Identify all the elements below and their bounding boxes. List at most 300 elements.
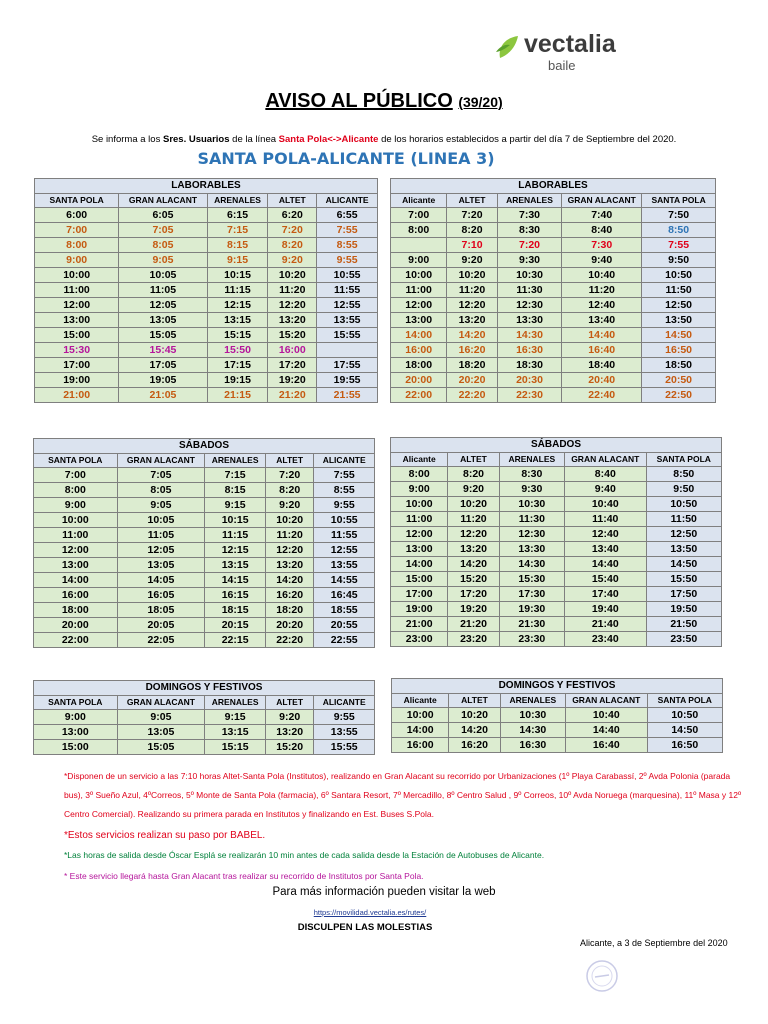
time-cell: 14:50 — [647, 723, 722, 738]
stamp-seal — [584, 958, 620, 994]
time-cell: 16:30 — [497, 343, 562, 358]
column-header-santa-pola: SANTA POLA — [35, 194, 119, 208]
table-sabados-return — [390, 437, 722, 647]
time-cell: 19:55 — [317, 373, 378, 388]
time-cell: 7:15 — [207, 223, 268, 238]
time-cell: 15:30 — [499, 572, 564, 587]
table-row — [391, 557, 722, 572]
time-cell: 15:00 — [391, 572, 448, 587]
time-cell: 8:00 — [35, 238, 119, 253]
time-cell: 13:55 — [317, 313, 378, 328]
title-text: AVISO AL PÚBLICO — [265, 90, 453, 112]
time-cell: 20:50 — [642, 373, 716, 388]
time-cell: 9:30 — [499, 482, 564, 497]
time-cell: 8:05 — [119, 238, 207, 253]
table-row — [391, 632, 722, 647]
time-cell: 7:40 — [562, 208, 642, 223]
time-cell: 21:20 — [448, 617, 499, 632]
time-cell: 19:50 — [646, 602, 721, 617]
time-cell: 19:40 — [565, 602, 646, 617]
column-header-alicante: Alicante — [392, 694, 449, 708]
time-cell: 12:30 — [499, 527, 564, 542]
time-cell: 16:45 — [314, 588, 375, 603]
time-cell: 9:55 — [317, 253, 378, 268]
table-row — [391, 542, 722, 557]
time-cell: 11:20 — [265, 528, 313, 543]
time-cell: 21:40 — [565, 617, 646, 632]
time-cell: 12:00 — [391, 527, 448, 542]
time-cell: 11:20 — [562, 283, 642, 298]
column-header-alicante: Alicante — [391, 453, 448, 467]
time-cell: 11:15 — [205, 528, 266, 543]
time-cell: 13:20 — [265, 725, 313, 740]
table-row — [391, 467, 722, 482]
table-row — [34, 468, 375, 483]
time-cell: 9:15 — [207, 253, 268, 268]
table-row — [35, 343, 378, 358]
time-cell: 9:00 — [35, 253, 119, 268]
time-cell: 10:50 — [642, 268, 716, 283]
column-header-alicante: ALICANTE — [314, 454, 375, 468]
website-link[interactable]: https://movilidad.vectalia.es/rutes/ — [313, 908, 427, 917]
apology-text: DISCULPEN LAS MOLESTIAS — [297, 922, 433, 933]
time-cell: 10:30 — [499, 497, 564, 512]
table-laborables-return — [390, 178, 716, 403]
time-cell: 10:40 — [565, 497, 646, 512]
time-cell: 15:20 — [448, 572, 499, 587]
column-header-arenales: ARENALES — [205, 696, 266, 710]
table-row — [392, 708, 723, 723]
table-row — [34, 573, 375, 588]
time-cell: 23:20 — [448, 632, 499, 647]
intro-mid: de la línea — [229, 134, 279, 145]
time-cell: 7:30 — [497, 208, 562, 223]
time-cell: 14:00 — [391, 328, 447, 343]
time-cell: 9:05 — [117, 498, 205, 513]
table-row — [391, 223, 716, 238]
time-cell: 18:20 — [447, 358, 497, 373]
time-cell: 13:55 — [314, 558, 375, 573]
table-row — [391, 358, 716, 373]
table-title: SÁBADOS — [34, 439, 375, 454]
time-cell: 14:20 — [449, 723, 500, 738]
time-cell: 21:15 — [207, 388, 268, 403]
time-cell: 10:30 — [500, 708, 565, 723]
time-cell: 9:55 — [314, 710, 375, 725]
time-cell: 10:20 — [449, 708, 500, 723]
table-row — [35, 313, 378, 328]
time-cell: 21:00 — [391, 617, 448, 632]
time-cell: 11:00 — [34, 528, 118, 543]
time-cell: 13:05 — [117, 725, 205, 740]
page-title — [0, 90, 768, 113]
note-oscar-espla: *Las horas de salida desde Óscar Esplá se realizarán 10 min antes de cada salida desde la Estación de Autobuses de Alicante. — [64, 850, 545, 860]
time-cell: 12:05 — [119, 298, 207, 313]
time-cell: 8:40 — [562, 223, 642, 238]
time-cell: 11:20 — [447, 283, 497, 298]
time-cell: 23:40 — [565, 632, 646, 647]
table-sabados-outbound — [33, 438, 375, 648]
time-cell: 11:55 — [314, 528, 375, 543]
time-cell: 15:00 — [35, 328, 119, 343]
table-row — [34, 558, 375, 573]
table-row — [391, 587, 722, 602]
time-cell: 13:50 — [642, 313, 716, 328]
intro-text — [0, 134, 768, 145]
time-cell: 20:00 — [391, 373, 447, 388]
time-cell: 10:50 — [646, 497, 721, 512]
time-cell: 6:15 — [207, 208, 268, 223]
column-header-santa-pola: SANTA POLA — [34, 454, 118, 468]
table-row — [35, 388, 378, 403]
time-cell: 14:00 — [392, 723, 449, 738]
time-cell: 20:30 — [497, 373, 562, 388]
note-gran-alacant: * Este servicio llegará hasta Gran Alacant tras realizar su recorrido de Institutos por Santa Pola. — [64, 871, 424, 881]
time-cell: 13:15 — [205, 558, 266, 573]
time-cell: 11:00 — [391, 512, 448, 527]
time-cell: 8:55 — [317, 238, 378, 253]
time-cell: 7:05 — [119, 223, 207, 238]
time-cell: 11:00 — [35, 283, 119, 298]
table-row — [391, 617, 722, 632]
time-cell: 15:05 — [119, 328, 207, 343]
time-cell: 16:00 — [268, 343, 317, 358]
date-text: Alicante, a 3 de Septiembre del 2020 — [580, 938, 728, 948]
table-row — [34, 513, 375, 528]
table-row — [35, 268, 378, 283]
table-row — [392, 723, 723, 738]
time-cell: 22:05 — [117, 633, 205, 648]
time-cell: 22:15 — [205, 633, 266, 648]
time-cell: 7:05 — [117, 468, 205, 483]
time-cell: 12:55 — [314, 543, 375, 558]
title-number: (39/20) — [458, 94, 503, 110]
time-cell: 12:00 — [391, 298, 447, 313]
column-header-altet: ALTET — [447, 194, 497, 208]
time-cell: 12:40 — [562, 298, 642, 313]
time-cell: 8:30 — [499, 467, 564, 482]
time-cell: 13:00 — [34, 725, 118, 740]
table-title: LABORABLES — [391, 179, 716, 194]
column-header-altet: ALTET — [265, 696, 313, 710]
time-cell: 6:20 — [268, 208, 317, 223]
time-cell: 17:15 — [207, 358, 268, 373]
time-cell: 8:00 — [391, 467, 448, 482]
table-row — [391, 388, 716, 403]
time-cell: 13:30 — [499, 542, 564, 557]
time-cell: 7:50 — [642, 208, 716, 223]
time-cell: 11:50 — [642, 283, 716, 298]
time-cell: 14:40 — [562, 328, 642, 343]
table-row — [34, 543, 375, 558]
table-row — [34, 710, 375, 725]
time-cell: 15:50 — [646, 572, 721, 587]
time-cell: 21:50 — [646, 617, 721, 632]
table-row — [35, 208, 378, 223]
time-cell: 22:00 — [34, 633, 118, 648]
time-cell: 22:00 — [391, 388, 447, 403]
time-cell: 17:55 — [317, 358, 378, 373]
time-cell: 18:05 — [117, 603, 205, 618]
time-cell: 20:05 — [117, 618, 205, 633]
time-cell: 17:20 — [448, 587, 499, 602]
time-cell: 16:00 — [391, 343, 447, 358]
intro-bold: Sres. Usuarios — [162, 134, 230, 145]
time-cell: 14:40 — [565, 557, 646, 572]
time-cell: 11:00 — [391, 283, 447, 298]
column-header-gran-alacant: GRAN ALACANT — [566, 694, 647, 708]
time-cell: 19:00 — [391, 602, 448, 617]
time-cell: 8:00 — [34, 483, 118, 498]
time-cell: 13:50 — [646, 542, 721, 557]
time-cell: 20:00 — [34, 618, 118, 633]
column-header-arenales: ARENALES — [500, 694, 565, 708]
time-cell: 21:55 — [317, 388, 378, 403]
time-cell: 11:05 — [119, 283, 207, 298]
table-row — [35, 328, 378, 343]
time-cell: 12:20 — [268, 298, 317, 313]
table-row — [391, 343, 716, 358]
time-cell: 6:00 — [35, 208, 119, 223]
time-cell: 11:20 — [448, 512, 499, 527]
time-cell: 10:40 — [562, 268, 642, 283]
time-cell: 12:15 — [205, 543, 266, 558]
time-cell: 13:40 — [565, 542, 646, 557]
table-row — [35, 223, 378, 238]
time-cell: 9:20 — [448, 482, 499, 497]
table-row — [391, 253, 716, 268]
table-row — [34, 603, 375, 618]
time-cell: 8:50 — [642, 223, 716, 238]
time-cell: 8:00 — [391, 223, 447, 238]
time-cell: 9:15 — [205, 498, 266, 513]
time-cell: 18:20 — [265, 603, 313, 618]
time-cell: 8:20 — [447, 223, 497, 238]
time-cell: 13:15 — [207, 313, 268, 328]
table-row — [34, 528, 375, 543]
table-domingos-outbound — [33, 680, 375, 755]
time-cell: 7:20 — [265, 468, 313, 483]
time-cell: 12:50 — [646, 527, 721, 542]
time-cell: 15:15 — [207, 328, 268, 343]
time-cell: 7:00 — [391, 208, 447, 223]
time-cell: 22:30 — [497, 388, 562, 403]
time-cell: 12:30 — [497, 298, 562, 313]
time-cell: 16:15 — [205, 588, 266, 603]
column-header-gran-alacant: GRAN ALACANT — [565, 453, 646, 467]
time-cell: 15:05 — [117, 740, 205, 755]
time-cell: 10:20 — [265, 513, 313, 528]
time-cell: 14:20 — [447, 328, 497, 343]
time-cell: 22:20 — [447, 388, 497, 403]
table-title: LABORABLES — [35, 179, 378, 194]
table-laborables-outbound — [34, 178, 378, 403]
more-info-text: Para más información pueden visitar la web — [272, 886, 496, 898]
time-cell: 8:20 — [268, 238, 317, 253]
time-cell: 22:50 — [642, 388, 716, 403]
time-cell: 14:50 — [642, 328, 716, 343]
column-header-arenales: ARENALES — [497, 194, 562, 208]
time-cell: 9:20 — [447, 253, 497, 268]
table-row — [35, 238, 378, 253]
table-title: DOMINGOS Y FESTIVOS — [34, 681, 375, 696]
time-cell: 9:20 — [268, 253, 317, 268]
column-header-gran-alacant: GRAN ALACANT — [117, 696, 205, 710]
time-cell: 17:40 — [565, 587, 646, 602]
time-cell — [317, 343, 378, 358]
column-header-santa-pola: SANTA POLA — [642, 194, 716, 208]
time-cell: 7:30 — [562, 238, 642, 253]
time-cell: 8:50 — [646, 467, 721, 482]
time-cell: 19:00 — [35, 373, 119, 388]
time-cell: 8:20 — [448, 467, 499, 482]
time-cell: 10:50 — [647, 708, 722, 723]
time-cell: 15:40 — [565, 572, 646, 587]
time-cell: 14:00 — [34, 573, 118, 588]
vectalia-logo — [494, 28, 624, 74]
time-cell: 8:15 — [207, 238, 268, 253]
table-row — [391, 238, 716, 253]
time-cell: 16:00 — [392, 738, 449, 753]
column-header-gran-alacant: GRAN ALACANT — [562, 194, 642, 208]
table-row — [391, 328, 716, 343]
table-row — [391, 602, 722, 617]
column-header-gran-alacant: GRAN ALACANT — [119, 194, 207, 208]
table-row — [35, 253, 378, 268]
time-cell: 12:05 — [117, 543, 205, 558]
time-cell: 20:20 — [447, 373, 497, 388]
time-cell: 7:00 — [34, 468, 118, 483]
time-cell: 13:05 — [117, 558, 205, 573]
time-cell: 14:00 — [391, 557, 448, 572]
time-cell: 9:30 — [497, 253, 562, 268]
table-domingos-return — [391, 678, 723, 753]
time-cell: 16:20 — [265, 588, 313, 603]
logo-wordmark: vectalia — [524, 30, 616, 58]
note-babel: *Estos servicios realizan su paso por BABEL. — [64, 830, 266, 841]
time-cell: 11:55 — [317, 283, 378, 298]
time-cell: 9:05 — [117, 710, 205, 725]
time-cell: 10:55 — [314, 513, 375, 528]
time-cell: 23:50 — [646, 632, 721, 647]
time-cell: 12:20 — [447, 298, 497, 313]
table-row — [391, 298, 716, 313]
time-cell: 10:20 — [448, 497, 499, 512]
time-cell: 7:55 — [314, 468, 375, 483]
time-cell: 10:20 — [268, 268, 317, 283]
table-row — [391, 268, 716, 283]
column-header-altet: ALTET — [448, 453, 499, 467]
time-cell: 14:30 — [499, 557, 564, 572]
time-cell: 13:20 — [448, 542, 499, 557]
time-cell: 12:00 — [34, 543, 118, 558]
time-cell: 8:30 — [497, 223, 562, 238]
table-row — [35, 358, 378, 373]
time-cell: 19:05 — [119, 373, 207, 388]
table-title: DOMINGOS Y FESTIVOS — [392, 679, 723, 694]
time-cell: 15:00 — [34, 740, 118, 755]
time-cell: 14:20 — [265, 573, 313, 588]
column-header-santa-pola: SANTA POLA — [647, 694, 722, 708]
time-cell: 10:00 — [392, 708, 449, 723]
time-cell: 11:20 — [268, 283, 317, 298]
time-cell: 13:15 — [205, 725, 266, 740]
time-cell: 10:00 — [34, 513, 118, 528]
table-row — [391, 208, 716, 223]
table-row — [391, 313, 716, 328]
time-cell: 10:05 — [119, 268, 207, 283]
time-cell: 20:20 — [265, 618, 313, 633]
table-row — [391, 572, 722, 587]
time-cell: 14:15 — [205, 573, 266, 588]
time-cell: 21:20 — [268, 388, 317, 403]
time-cell: 11:50 — [646, 512, 721, 527]
time-cell: 10:20 — [447, 268, 497, 283]
column-header-gran-alacant: GRAN ALACANT — [117, 454, 205, 468]
time-cell: 14:30 — [500, 723, 565, 738]
time-cell: 7:20 — [447, 208, 497, 223]
time-cell: 8:05 — [117, 483, 205, 498]
time-cell: 13:40 — [562, 313, 642, 328]
logo-subtitle: baile — [548, 58, 576, 73]
time-cell: 10:00 — [391, 268, 447, 283]
time-cell: 16:00 — [34, 588, 118, 603]
time-cell: 6:05 — [119, 208, 207, 223]
time-cell: 23:30 — [499, 632, 564, 647]
table-row — [35, 298, 378, 313]
time-cell: 8:20 — [265, 483, 313, 498]
time-cell: 10:15 — [207, 268, 268, 283]
time-cell: 22:20 — [265, 633, 313, 648]
time-cell: 16:50 — [647, 738, 722, 753]
time-cell: 17:30 — [499, 587, 564, 602]
time-cell: 15:55 — [317, 328, 378, 343]
leaf-icon — [494, 32, 524, 62]
time-cell: 16:20 — [449, 738, 500, 753]
note-institutos: *Disponen de un servicio a las 7:10 horas Altet-Santa Pola (Institutos), realizando en Gran Alacant su recorrido por Urbanizaciones (1º Playa Carabassí, 2º Avda Polonia (parada bus), 3º Sueño Azul, 4ºCorreos, 5º Monte de Santa Pola (farmacia), 6º Santara Resort, 7º Mercadillo, 8º Centro Salud , 9º Correos, 10º Avda Noruega (marquesina), 11º Masa y 12º Centro Comercial). Realizando su primera parada en Institutos y finalizando en Est. Buses S.Pola. — [64, 771, 742, 819]
time-cell: 16:50 — [642, 343, 716, 358]
time-cell: 9:00 — [34, 710, 118, 725]
time-cell: 13:05 — [119, 313, 207, 328]
time-cell: 17:00 — [35, 358, 119, 373]
time-cell: 17:05 — [119, 358, 207, 373]
time-cell — [391, 238, 447, 253]
intro-pre: Se informa a los — [91, 134, 163, 145]
time-cell: 19:30 — [499, 602, 564, 617]
time-cell: 18:55 — [314, 603, 375, 618]
table-row — [391, 512, 722, 527]
time-cell: 14:55 — [314, 573, 375, 588]
time-cell: 9:05 — [119, 253, 207, 268]
time-cell: 22:40 — [562, 388, 642, 403]
time-cell: 12:50 — [642, 298, 716, 313]
time-cell: 10:40 — [566, 708, 647, 723]
time-cell: 10:55 — [317, 268, 378, 283]
time-cell: 9:00 — [391, 253, 447, 268]
table-row — [34, 740, 375, 755]
table-row — [34, 618, 375, 633]
time-cell: 14:20 — [448, 557, 499, 572]
column-header-arenales: ARENALES — [499, 453, 564, 467]
time-cell: 13:20 — [265, 558, 313, 573]
time-cell: 15:20 — [265, 740, 313, 755]
time-cell: 18:50 — [642, 358, 716, 373]
column-header-alicante: Alicante — [391, 194, 447, 208]
time-cell: 18:00 — [34, 603, 118, 618]
time-cell: 15:30 — [35, 343, 119, 358]
time-cell: 13:20 — [268, 313, 317, 328]
table-title: SÁBADOS — [391, 438, 722, 453]
